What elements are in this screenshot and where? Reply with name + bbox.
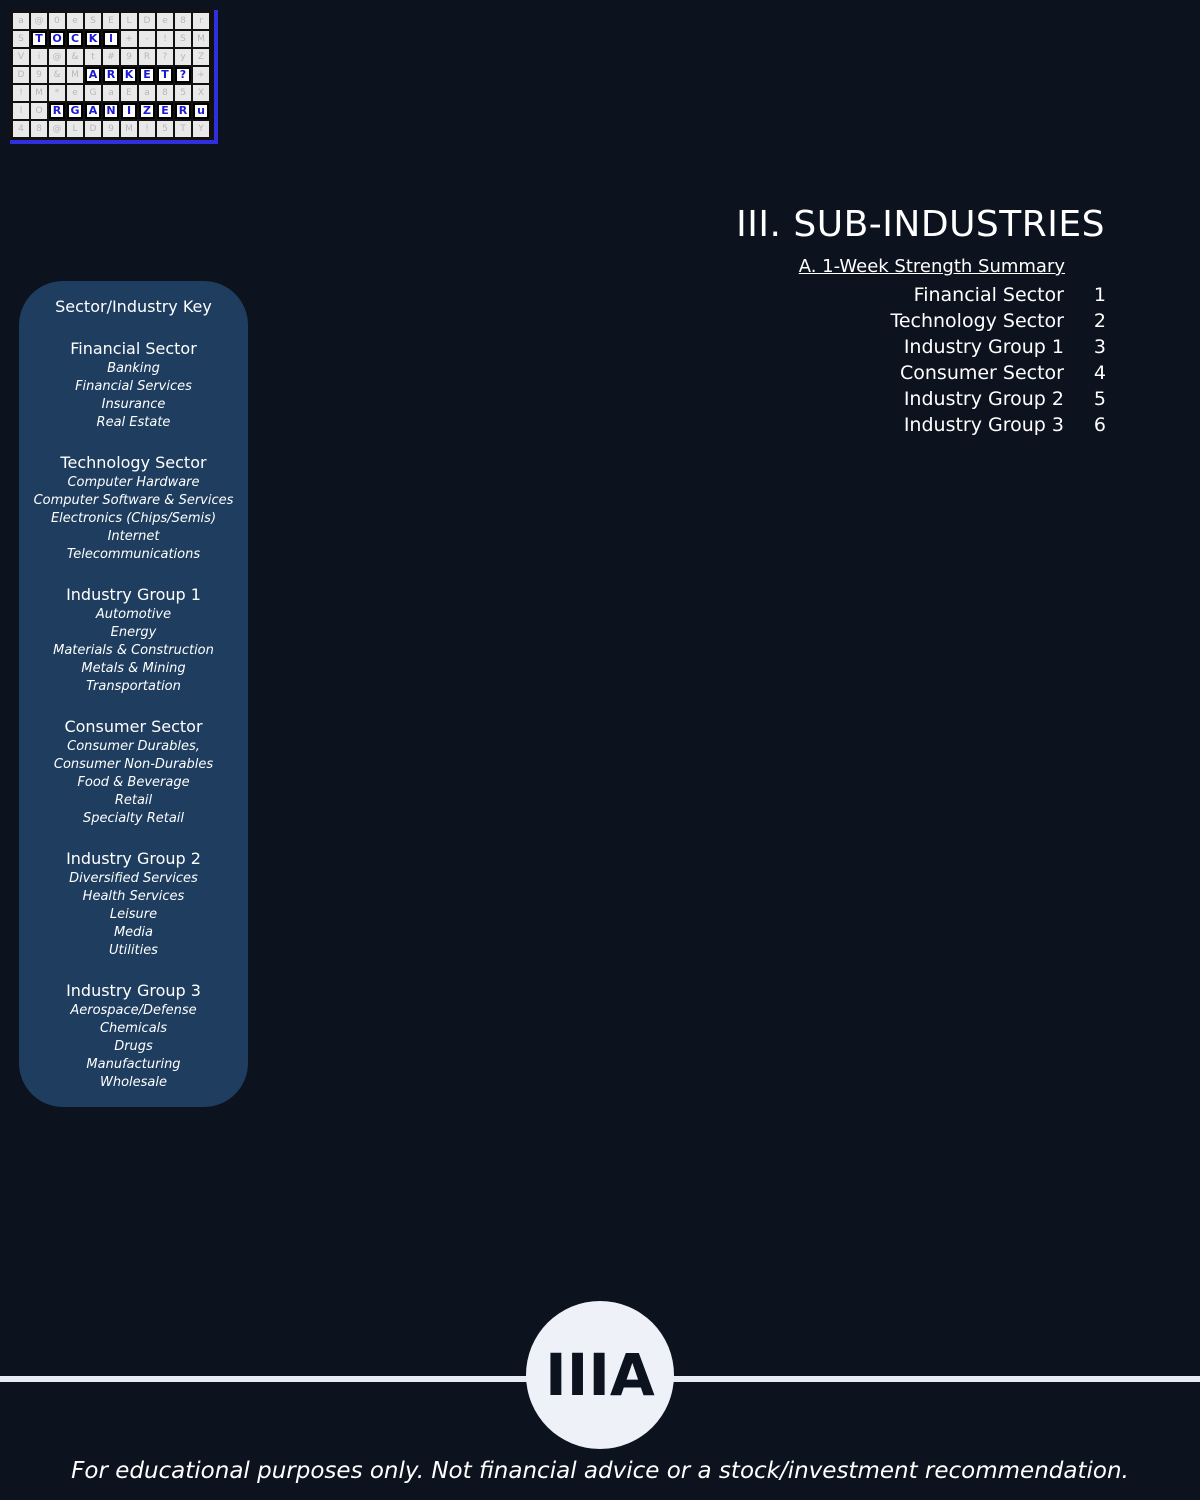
summary-row-label: Technology Sector: [890, 310, 1064, 332]
page-badge: IIIA: [526, 1301, 674, 1449]
logo-letter-cell: M: [193, 31, 209, 47]
key-item: Consumer Non-Durables: [53, 757, 214, 772]
logo-letter-cell: 5: [175, 85, 191, 101]
logo-letter-cell: u: [193, 103, 209, 119]
logo-letter-cell: @: [31, 13, 47, 29]
logo-letter-cell: 0: [49, 13, 65, 29]
key-item: Internet: [107, 529, 160, 544]
key-item: Chemicals: [99, 1021, 168, 1036]
logo-letter-cell: e: [67, 85, 83, 101]
logo-letter-cell: K: [121, 67, 137, 83]
key-group-title: Technology Sector: [60, 453, 207, 472]
logo-letter-cell: E: [121, 85, 137, 101]
key-item: Consumer Durables,: [67, 739, 200, 754]
logo-letter-cell: T: [31, 31, 47, 47]
key-item: Drugs: [114, 1039, 153, 1054]
key-item: Real Estate: [96, 415, 171, 430]
summary-row-page: 3: [1093, 336, 1106, 358]
key-item: Diversified Services: [69, 871, 198, 886]
logo-letter-cell: 4: [13, 121, 29, 137]
logo-letter-cell: 8: [157, 85, 173, 101]
logo-letter-cell: O: [31, 103, 47, 119]
logo-letter-cell: y: [175, 49, 191, 65]
logo-letter-cell: &: [49, 67, 65, 83]
summary-row[interactable]: [890, 308, 1106, 334]
key-group-title: Consumer Sector: [64, 717, 203, 736]
logo-letter-cell: S: [175, 31, 191, 47]
logo-letter-cell: 8: [175, 13, 191, 29]
logo-letter-cell: 9: [121, 49, 137, 65]
summary-row-page: 2: [1093, 310, 1106, 332]
key-item: Media: [113, 925, 154, 940]
logo-letter-cell: R: [139, 49, 155, 65]
key-item: Wholesale: [99, 1075, 167, 1090]
logo-letter-cell: -: [139, 31, 155, 47]
logo-letter-cell: T: [157, 67, 173, 83]
logo-letter-cell: S: [13, 31, 29, 47]
logo-letter-cell: D: [85, 121, 101, 137]
summary-row[interactable]: [890, 412, 1106, 438]
logo-letter-cell: l: [103, 31, 119, 47]
disclaimer: For educational purposes only. Not financial advice or a stock/investment recommendation.: [71, 1458, 1129, 1484]
key-item: Banking: [107, 361, 160, 376]
key-title: Sector/Industry Key: [55, 297, 212, 316]
logo-letter-cell: i: [31, 49, 47, 65]
key-item: Leisure: [109, 907, 158, 922]
summary-row-page: 5: [1093, 388, 1106, 410]
logo-letter-cell: R: [49, 103, 65, 119]
key-group-title: Industry Group 1: [66, 585, 201, 604]
logo-letter-cell: R: [175, 103, 191, 119]
summary-row-label: Industry Group 3: [903, 414, 1064, 436]
logo-letter-cell: G: [85, 85, 101, 101]
logo-letter-cell: D: [13, 67, 29, 83]
summary-row[interactable]: [890, 360, 1106, 386]
summary-row-page: 4: [1093, 362, 1106, 384]
logo-letter-cell: O: [49, 31, 65, 47]
key-group-industry-group-1: [19, 584, 248, 696]
logo-letter-cell: L: [67, 121, 83, 137]
key-item: Specialty Retail: [82, 811, 185, 826]
logo-letter-cell: S: [85, 13, 101, 29]
logo-letter-cell: l: [13, 103, 29, 119]
key-item: Telecommunications: [66, 547, 201, 562]
summary-row[interactable]: [890, 386, 1106, 412]
key-item: Materials & Construction: [53, 643, 214, 658]
key-item: Automotive: [95, 607, 172, 622]
logo-letter-cell: Z: [139, 103, 155, 119]
logo-letter-cell: M: [31, 85, 47, 101]
section-heading: III. SUB-INDUSTRIES: [736, 204, 1105, 245]
logo-letter-cell: M: [67, 67, 83, 83]
key-group-title: Industry Group 2: [66, 849, 201, 868]
logo-letter-cell: C: [67, 31, 83, 47]
logo-letter-cell: ?: [157, 49, 173, 65]
logo-letter-cell: A: [85, 103, 101, 119]
logo-letter-cell: R: [103, 67, 119, 83]
logo-letter-cell: K: [85, 31, 101, 47]
logo-letter-cell: !: [157, 31, 173, 47]
logo-letter-grid: [13, 13, 209, 137]
logo-letter-cell: T: [175, 121, 191, 137]
summary-title[interactable]: A. 1-Week Strength Summary: [798, 256, 1065, 277]
logo-letter-cell: I: [121, 103, 137, 119]
logo-letter-cell: X: [193, 85, 209, 101]
key-item: Manufacturing: [86, 1057, 181, 1072]
key-group-title: Industry Group 3: [66, 981, 201, 1000]
logo-letter-cell: !: [139, 121, 155, 137]
key-item: Computer Software & Services: [33, 493, 234, 508]
logo-letter-cell: e: [67, 13, 83, 29]
logo-letter-cell: M: [121, 121, 137, 137]
key-item: Food & Beverage: [77, 775, 190, 790]
key-item: Energy: [110, 625, 157, 640]
logo-letter-cell: N: [103, 103, 119, 119]
key-item: Computer Hardware: [67, 475, 200, 490]
logo-letter-cell: G: [67, 103, 83, 119]
logo-letter-cell: e: [157, 13, 173, 29]
summary-row[interactable]: [890, 282, 1106, 308]
summary-row-label: Financial Sector: [913, 284, 1064, 306]
summary-row[interactable]: [890, 334, 1106, 360]
key-item: Health Services: [82, 889, 185, 904]
logo-letter-cell: 9: [103, 121, 119, 137]
key-group-financial-sector: [19, 338, 248, 432]
logo-letter-cell: E: [157, 103, 173, 119]
key-item: Financial Services: [75, 379, 192, 394]
logo-letter-cell: Z: [193, 49, 209, 65]
logo-letter-cell: a: [13, 13, 29, 29]
key-item: Insurance: [101, 397, 166, 412]
logo-letter-cell: *: [49, 85, 65, 101]
sector-industry-key-panel: [19, 281, 248, 1107]
logo-letter-cell: r: [193, 13, 209, 29]
logo-letter-cell: @: [49, 121, 65, 137]
logo-letter-cell: A: [85, 67, 101, 83]
logo-letter-cell: #: [103, 49, 119, 65]
logo-letter-cell: a: [103, 85, 119, 101]
logo-letter-cell: a: [139, 85, 155, 101]
logo-letter-cell: t: [85, 49, 101, 65]
summary-row-label: Consumer Sector: [899, 362, 1064, 384]
logo-letter-cell: !: [13, 85, 29, 101]
key-item: Retail: [114, 793, 153, 808]
stock-market-organizer-logo: [10, 10, 218, 144]
key-item: Aerospace/Defense: [70, 1003, 197, 1018]
logo-letter-cell: 9: [31, 67, 47, 83]
summary-row-label: Industry Group 1: [903, 336, 1064, 358]
logo-letter-cell: +: [193, 67, 209, 83]
logo-letter-cell: 8: [31, 121, 47, 137]
key-item: Metals & Mining: [81, 661, 186, 676]
logo-letter-cell: E: [139, 67, 155, 83]
logo-letter-cell: +: [121, 31, 137, 47]
logo-letter-cell: L: [121, 13, 137, 29]
logo-letter-cell: ?: [175, 67, 191, 83]
key-group-technology-sector: [19, 452, 248, 564]
key-item: Transportation: [86, 679, 181, 694]
logo-letter-cell: &: [67, 49, 83, 65]
logo-letter-cell: D: [139, 13, 155, 29]
key-group-title: Financial Sector: [70, 339, 197, 358]
logo-letter-cell: @: [49, 49, 65, 65]
summary-list: [890, 282, 1106, 438]
summary-row-page: 6: [1093, 414, 1106, 436]
summary-row-page: 1: [1093, 284, 1106, 306]
key-item: Electronics (Chips/Semis): [50, 511, 217, 526]
summary-row-label: Industry Group 2: [903, 388, 1064, 410]
logo-letter-cell: V: [13, 49, 29, 65]
key-item: Utilities: [109, 943, 158, 958]
key-group-consumer-sector: [19, 716, 248, 828]
key-group-industry-group-2: [19, 848, 248, 960]
logo-letter-cell: Y: [193, 121, 209, 137]
logo-letter-cell: E: [103, 13, 119, 29]
logo-letter-cell: 5: [157, 121, 173, 137]
key-group-industry-group-3: [19, 980, 248, 1092]
